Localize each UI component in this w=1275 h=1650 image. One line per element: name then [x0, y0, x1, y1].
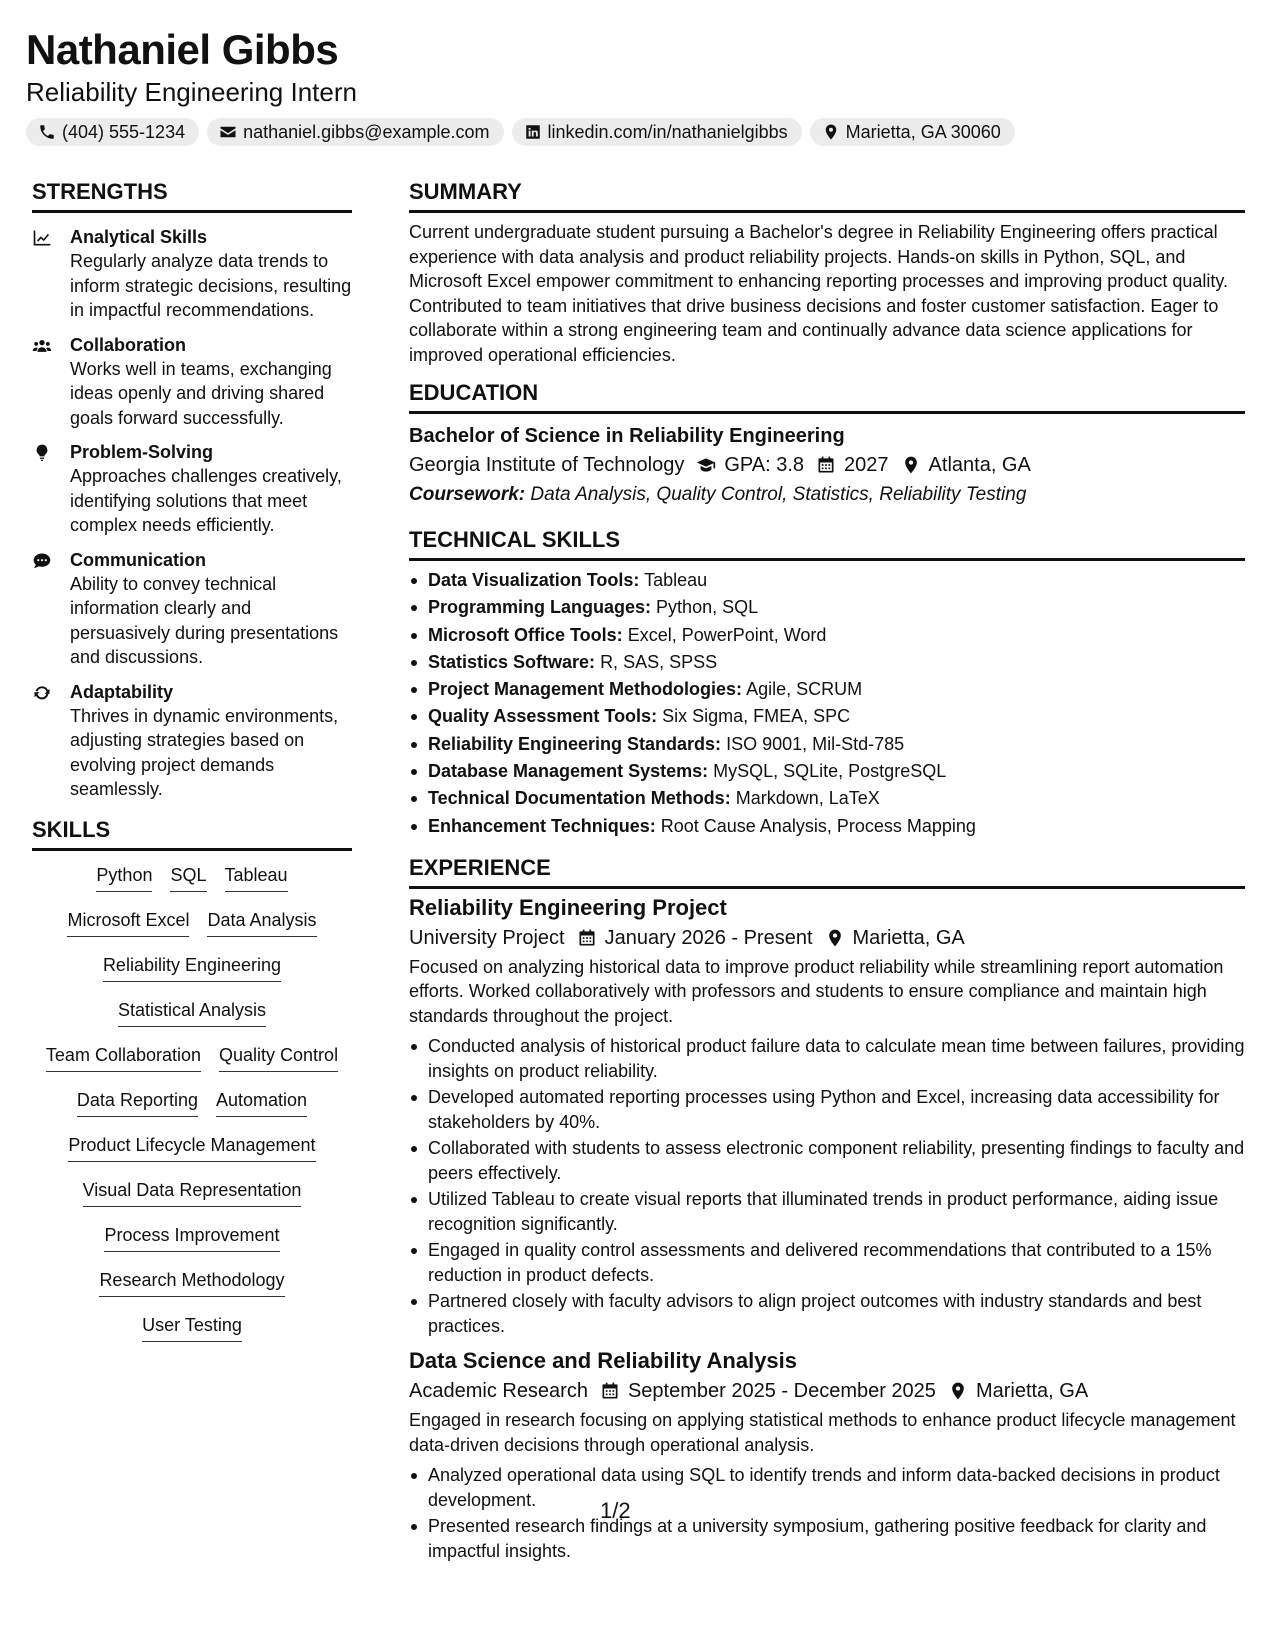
calendar-icon	[816, 455, 836, 475]
list-item	[409, 649, 1245, 676]
job-entry	[409, 893, 1245, 1339]
skill-label: Quality Assessment Tools:	[428, 706, 658, 727]
job-dates: January 2026 - Present	[604, 926, 813, 949]
coursework-list: Data Analysis, Quality Control, Statistics, Reliability Testing	[530, 484, 1027, 505]
technical-skills-heading: TECHNICAL SKILLS	[409, 526, 1245, 561]
skill-value: ISO 9001, Mil-Std-785	[726, 733, 905, 754]
sync-icon	[32, 683, 52, 703]
job-meta	[409, 923, 1245, 953]
strengths-list	[32, 225, 352, 802]
list-item: Presented research findings at a university symposium, gathering positive feedback for clarity and impactful insights.	[409, 1514, 1245, 1563]
list-item	[409, 785, 1245, 812]
strength-title: Collaboration	[70, 334, 186, 355]
linkedin-icon	[524, 123, 542, 141]
calendar-icon	[577, 928, 597, 948]
skill-tag: Process Improvement	[104, 1223, 279, 1252]
candidate-title: Reliability Engineering Intern	[26, 77, 357, 107]
contact-email[interactable]	[207, 118, 503, 146]
skill-label: Technical Documentation Methods:	[428, 788, 731, 809]
list-item	[409, 622, 1245, 649]
strength-title: Communication	[70, 549, 207, 570]
strength-item	[32, 225, 352, 323]
job-location: Marietta, GA	[852, 926, 965, 949]
job-org: Academic Research	[409, 1380, 588, 1403]
coursework-label: Coursework:	[409, 484, 526, 505]
strength-title: Adaptability	[70, 681, 174, 702]
technical-skills-list	[409, 567, 1245, 840]
school-location: Atlanta, GA	[928, 454, 1031, 476]
list-item	[409, 758, 1245, 785]
job-title: Data Science and Reliability Analysis	[409, 1348, 798, 1374]
school-name: Georgia Institute of Technology	[409, 454, 685, 476]
strength-item	[32, 440, 352, 538]
skill-value: Excel, PowerPoint, Word	[627, 624, 827, 645]
skill-tag: Data Analysis	[207, 908, 316, 937]
skill-tag: User Testing	[142, 1313, 242, 1342]
skill-label: Project Management Methodologies:	[428, 679, 743, 700]
skill-label: Data Visualization Tools:	[428, 570, 640, 590]
skill-value: Tableau	[644, 570, 708, 590]
skill-label: Statistics Software:	[428, 651, 596, 672]
skill-tag: Data Reporting	[77, 1088, 198, 1117]
skill-tag: Reliability Engineering	[103, 953, 281, 982]
envelope-icon	[219, 123, 237, 141]
skill-label: Enhancement Techniques:	[428, 815, 656, 836]
gpa: GPA: 3.8	[724, 454, 805, 476]
skills-heading: SKILLS	[32, 816, 352, 851]
experience-heading: EXPERIENCE	[409, 854, 1245, 889]
job-bullets	[409, 1034, 1245, 1338]
map-pin-icon	[901, 455, 921, 475]
skill-label: Programming Languages:	[428, 597, 652, 618]
summary-heading: SUMMARY	[409, 178, 1245, 213]
resume-header	[26, 26, 1246, 146]
strength-item	[32, 680, 352, 802]
strengths-heading: STRENGTHS	[32, 178, 352, 213]
job-org: University Project	[409, 926, 565, 949]
skill-tag: Python	[96, 863, 152, 892]
skill-value: MySQL, SQLite, PostgreSQL	[713, 761, 947, 782]
calendar-icon	[600, 1381, 620, 1401]
strength-title: Analytical Skills	[70, 227, 208, 247]
list-item	[409, 813, 1245, 840]
list-item: Partnered closely with faculty advisors to align project outcomes with industry standards and best practices.	[409, 1289, 1245, 1338]
contact-linkedin[interactable]	[512, 118, 802, 146]
map-pin-icon	[822, 123, 840, 141]
location-text: Marietta, GA 30060	[845, 121, 1001, 142]
contact-bar	[26, 118, 1246, 146]
contact-location[interactable]	[810, 118, 1015, 146]
skill-tag: Statistical Analysis	[118, 998, 266, 1027]
skill-tag: Tableau	[225, 863, 288, 892]
job-location: Marietta, GA	[975, 1380, 1089, 1403]
lightbulb-icon	[32, 443, 52, 463]
list-item	[409, 703, 1245, 730]
graduation-cap-icon	[696, 455, 716, 475]
skill-tag: Automation	[216, 1088, 307, 1117]
degree-title: Bachelor of Science in Reliability Engineering	[409, 425, 845, 447]
summary-text: Current undergraduate student pursuing a Bachelor's degree in Reliability Engineering offers practical experience with data analysis and product reliability projects. Hands-on skills in Python, SQL, and Microsoft Excel empower commitment to enhancing reporting processes and improving product quality. Contributed to team initiatives that drive business decisions and foster customer satisfaction. Eager to collaborate within a strong engineering team and continually advance data science applications for improved operational efficiencies.	[409, 222, 1229, 365]
coursework	[409, 480, 1245, 510]
list-item: Collaborated with students to assess electronic component reliability, presenting findings to faculty and peers effectively.	[409, 1136, 1245, 1185]
comment-icon	[32, 551, 52, 571]
skill-value: Six Sigma, FMEA, SPC	[662, 706, 851, 727]
list-item: Utilized Tableau to create visual reports that illuminated trends in product performance, aiding issue recognition significantly.	[409, 1187, 1245, 1236]
strength-desc: Works well in teams, exchanging ideas openly and driving shared goals forward successfully.	[70, 358, 332, 428]
strength-item	[32, 548, 352, 670]
job-description: Engaged in research focusing on applying statistical methods to enhance product lifecycle management data-driven decisions through operational analysis.	[409, 1410, 1236, 1455]
list-item: Engaged in quality control assessments and delivered recommendations that contributed to a 15% reduction in product defects.	[409, 1238, 1245, 1287]
list-item: Analyzed operational data using SQL to identify trends and inform data-backed decisions in product development.	[409, 1463, 1245, 1512]
skill-value: R, SAS, SPSS	[600, 651, 718, 672]
users-icon	[32, 336, 52, 356]
phone-icon	[38, 123, 56, 141]
page-number: 1/2	[600, 1498, 631, 1523]
list-item: Developed automated reporting processes using Python and Excel, increasing data accessibility for stakeholders by 40%.	[409, 1085, 1245, 1134]
strength-title: Problem-Solving	[70, 442, 214, 462]
job-dates: September 2025 - December 2025	[627, 1380, 936, 1403]
map-pin-icon	[825, 928, 845, 948]
skill-tag: Visual Data Representation	[83, 1178, 302, 1207]
candidate-name: Nathaniel Gibbs	[26, 26, 339, 73]
graduation-year: 2027	[844, 454, 889, 476]
job-meta	[409, 1376, 1245, 1406]
right-column	[409, 178, 1245, 1565]
skill-label: Database Management Systems:	[428, 761, 709, 782]
list-item	[409, 594, 1245, 621]
job-description: Focused on analyzing historical data to improve product reliability while streamlining report automation efforts. Worked collaboratively with professors and students to ensure compliance and maintain high standards throughout the project.	[409, 956, 1224, 1026]
skill-value: Markdown, LaTeX	[735, 788, 880, 809]
skill-value: Agile, SCRUM	[746, 679, 863, 700]
skill-label: Reliability Engineering Standards:	[428, 733, 722, 754]
email-text: nathaniel.gibbs@example.com	[243, 121, 490, 142]
strength-desc: Thrives in dynamic environments, adjusting strategies based on evolving project demands seamlessly.	[70, 705, 339, 799]
skill-tag: Team Collaboration	[46, 1043, 201, 1072]
list-item: Conducted analysis of historical product failure data to calculate mean time between failures, providing insights on product reliability.	[409, 1034, 1245, 1083]
chart-line-icon	[32, 228, 52, 248]
strength-desc: Approaches challenges creatively, identifying solutions that meet complex needs efficiently.	[70, 466, 342, 535]
list-item	[409, 567, 1245, 594]
job-entry	[409, 1346, 1245, 1563]
skill-value: Python, SQL	[656, 597, 759, 618]
contact-phone[interactable]	[26, 118, 199, 146]
education-meta	[409, 450, 1245, 480]
skills-tags	[32, 863, 352, 1358]
skill-label: Microsoft Office Tools:	[428, 624, 623, 645]
left-column	[32, 178, 352, 1358]
strength-desc: Regularly analyze data trends to inform strategic decisions, resulting in impactful recommendations.	[70, 251, 352, 320]
skill-tag: Research Methodology	[99, 1268, 284, 1297]
strength-desc: Ability to convey technical information clearly and persuasively during presentations and discussions.	[70, 573, 339, 667]
job-title: Reliability Engineering Project	[409, 894, 727, 920]
skill-value: Root Cause Analysis, Process Mapping	[660, 815, 976, 836]
list-item	[409, 676, 1245, 703]
strength-item	[32, 333, 352, 431]
skill-tag: Product Lifecycle Management	[68, 1133, 315, 1162]
skill-tag: Quality Control	[219, 1043, 338, 1072]
job-bullets	[409, 1463, 1245, 1563]
skill-tag: SQL	[170, 863, 206, 892]
education-heading: EDUCATION	[409, 379, 1245, 414]
linkedin-text: linkedin.com/in/nathanielgibbs	[547, 121, 788, 142]
list-item	[409, 731, 1245, 758]
phone-text: (404) 555-1234	[62, 121, 186, 142]
skill-tag: Microsoft Excel	[67, 908, 189, 937]
map-pin-icon	[948, 1381, 968, 1401]
